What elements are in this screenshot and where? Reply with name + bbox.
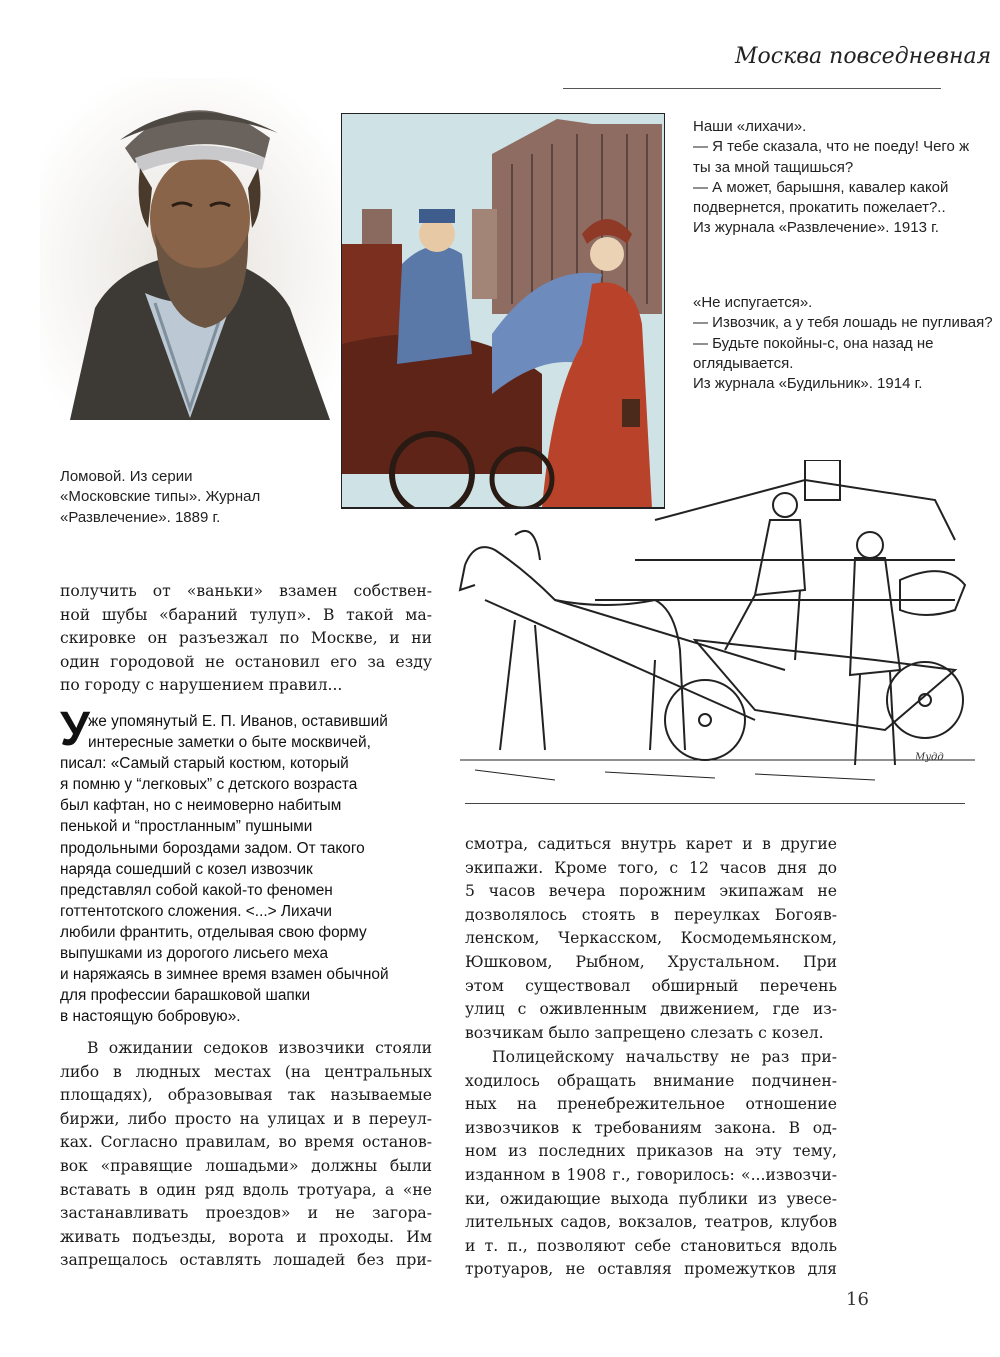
text-line: возчикам было запрещено слезать с козел. [465,1023,824,1042]
horse-cab-sketch-icon [455,460,980,790]
text-line: дозволялось стоять в переулках Богояв- [465,905,837,924]
caption-lomovoy [60,467,260,528]
text-line: 5 часов вечера порожним экипажам не [465,882,837,901]
text-line: живать подъезды, ворота и проходы. Им [60,1227,432,1246]
illustration-rule [465,803,965,804]
quote-line: наряда сошедший с козел извозчик [60,860,313,878]
caption-line: «Не испугается». [693,294,813,311]
text-line: Полицейскому начальству не раз при- [492,1048,837,1066]
text-line: лительных садов, вокзалов, театров, клубов [465,1213,837,1232]
text-line: по городу с нарушением правил... [60,676,343,695]
caption-line: оглядывается. [693,354,794,372]
text-line: застанавливать проездов» и не загора- [60,1204,432,1223]
text-line: ном из последних приказов на эту тему, [465,1142,837,1161]
right-paragraph-2 [465,1046,837,1282]
text-line: ных на пренебрежительное отношение [465,1095,837,1114]
quote-line: выпушками из дорогого лисьего меха [60,945,329,963]
caption-line: — А может, барышня, кавалер какой [693,178,949,196]
colored-cab-scene-icon [342,114,664,508]
quote-line: для профессии барашковой шапки [60,987,311,1005]
right-paragraph-1 [465,833,837,1045]
text-line: и т. п., позволяют себе становиться вдоль [465,1236,837,1255]
left-paragraph-2 [60,1037,432,1273]
text-line: один городовой не остановил его за езду [60,652,432,671]
quote-line: пенькой и “простланным” пушными [60,818,313,836]
text-line: вок «правящие лошадьми» должны были [60,1156,432,1175]
caption-line: — Будьте покойны-с, она назад не [693,334,934,352]
caption-line: ты за мной тащишься? [693,158,854,176]
text-line: ки, ожидающие выхода публики из увесе- [465,1189,837,1208]
text-line: либо в людных местах (на центральных [60,1062,432,1081]
header-rule [563,88,941,89]
artist-signature: Мудд [915,752,944,763]
text-line: скировке он разъезжал по Москве, и ни [60,629,432,648]
bearded-carter-portrait-icon [40,78,340,420]
text-line: ходилось обращать внимание подчинен- [465,1071,837,1090]
caption-line: Ломовой. Из серии [60,468,193,485]
caption-line: Из журнала «Развлечение». 1913 г. [693,219,939,237]
text-line: изданном в 1908 г., говорилось: «...извозчи- [465,1165,837,1184]
caption-line: Из журнала «Будильник». 1914 г. [693,375,923,393]
caption-ne-ispugaetsya [693,293,993,394]
text-line: тротуаров, не оставляя промежутков для [465,1260,837,1279]
text-line: вставать в один ряд вдоль тротуара, а «не [60,1180,432,1199]
text-line: запрещалось оставлять лошадей без при- [60,1251,432,1270]
text-line: экипажи. Кроме того, с 12 часов дня до [465,858,837,877]
text-line: смотра, садиться внутрь карет и в другие [465,835,837,853]
text-line: извозчиков к требованиям закона. В од- [465,1118,837,1137]
caption-line: — Я тебе сказала, что не поеду! Чего ж [693,138,970,156]
page-number: 16 [846,1289,869,1310]
colored-cab-illustration [341,113,665,509]
text-line: площадях), образовывая так называемые [60,1086,432,1105]
quote-line: писал: «Самый старый костюм, который [60,755,349,773]
dropcap: У [60,703,90,756]
quote-line: представлял собой какой-то феномен [60,881,333,899]
text-line: В ожидании седоков извозчики стояли [87,1039,432,1057]
left-paragraph-1 [60,580,432,698]
text-line: получить от «ваньки» взамен собствен- [60,582,432,600]
caption-line: подвернется, прокатить пожелает?.. [693,199,946,217]
text-line: ленском, Черкасском, Космодемьянском, [465,929,837,948]
quote-line: интересные заметки о быте москвичей, [88,734,371,752]
portrait-illustration [40,78,340,420]
text-line: ной шубы «бараний тулуп». В такой ма- [60,605,432,624]
text-line: ках. Согласно правилам, во время останов- [60,1133,432,1152]
quote-line: я помню у “легковых” с детского возраста [60,776,358,794]
text-line: биржи, либо просто на улицах и в переул- [60,1109,432,1128]
caption-line: — Извозчик, а у тебя лошадь не пугливая? [693,314,993,332]
quote-line: готтентотского сложения. <...> Лихачи [60,902,332,920]
quote-line: любили франтить, отделывая свою форму [60,923,367,941]
caption-lihachi [693,117,969,239]
text-line: Юшковом, Рыбном, Хрустальном. При [465,952,837,971]
caption-line: «Развлечение». 1889 г. [60,508,221,526]
quote-line: в настоящую бобровую». [60,1008,241,1026]
running-header: Москва повседневная [735,44,992,69]
quote-line: и наряжаясь в зимнее время взамен обычной [60,966,389,984]
text-line: улиц с оживленным движением, где из- [465,1000,837,1019]
text-line: этом существовал обширный перечень [465,976,837,995]
caption-line: Наши «лихачи». [693,118,807,135]
quote-line: же упомянутый Е. П. Иванов, оставивший [88,713,388,730]
quote-line: был кафтан, но с неимоверно набитым [60,797,342,815]
quote-block [60,711,440,1027]
quote-line: продольными бороздами задом. От такого [60,839,365,857]
cab-sketch-illustration [455,460,980,790]
caption-line: «Московские типы». Журнал [60,488,261,506]
